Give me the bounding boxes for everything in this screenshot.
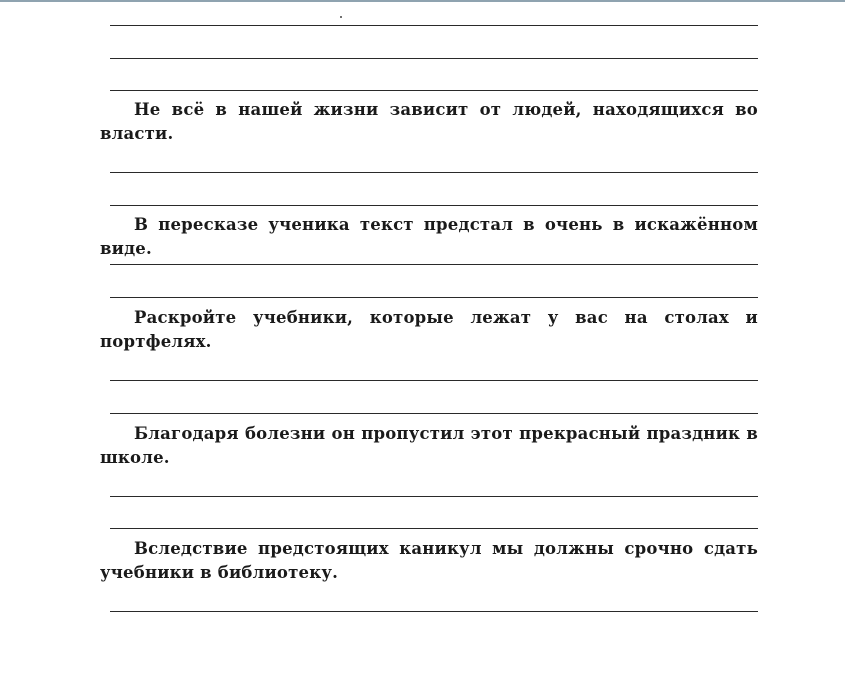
answer-line: [110, 58, 758, 59]
page-top-edge: [0, 0, 845, 2]
exercise-sentence-4: Благодаря болезни он пропустил этот прекрасный праздник в школе.: [100, 424, 758, 467]
answer-line: [110, 172, 758, 173]
exercise-sentence-3: Раскройте учебники, которые лежат у вас на столах и портфелях.: [100, 308, 758, 351]
answer-line: [110, 90, 758, 91]
answer-line: [110, 528, 758, 529]
exercise-sentence-5: Вследствие предстоящих каникул мы должны срочно сдать учебники в библиотеку.: [100, 539, 758, 582]
answer-line: [110, 413, 758, 414]
answer-line: [110, 297, 758, 298]
answer-line: [110, 380, 758, 381]
answer-line: [110, 264, 758, 265]
answer-line: [110, 496, 758, 497]
answer-line: [110, 205, 758, 206]
answer-line: [110, 25, 758, 26]
ink-speck: [340, 16, 342, 18]
answer-line: [110, 611, 758, 612]
exercise-sentence-2: В пересказе ученика текст предстал в очень в искажённом виде.: [100, 215, 758, 258]
exercise-sentence-1: Не всё в нашей жизни зависит от людей, находящихся во власти.: [100, 100, 758, 143]
